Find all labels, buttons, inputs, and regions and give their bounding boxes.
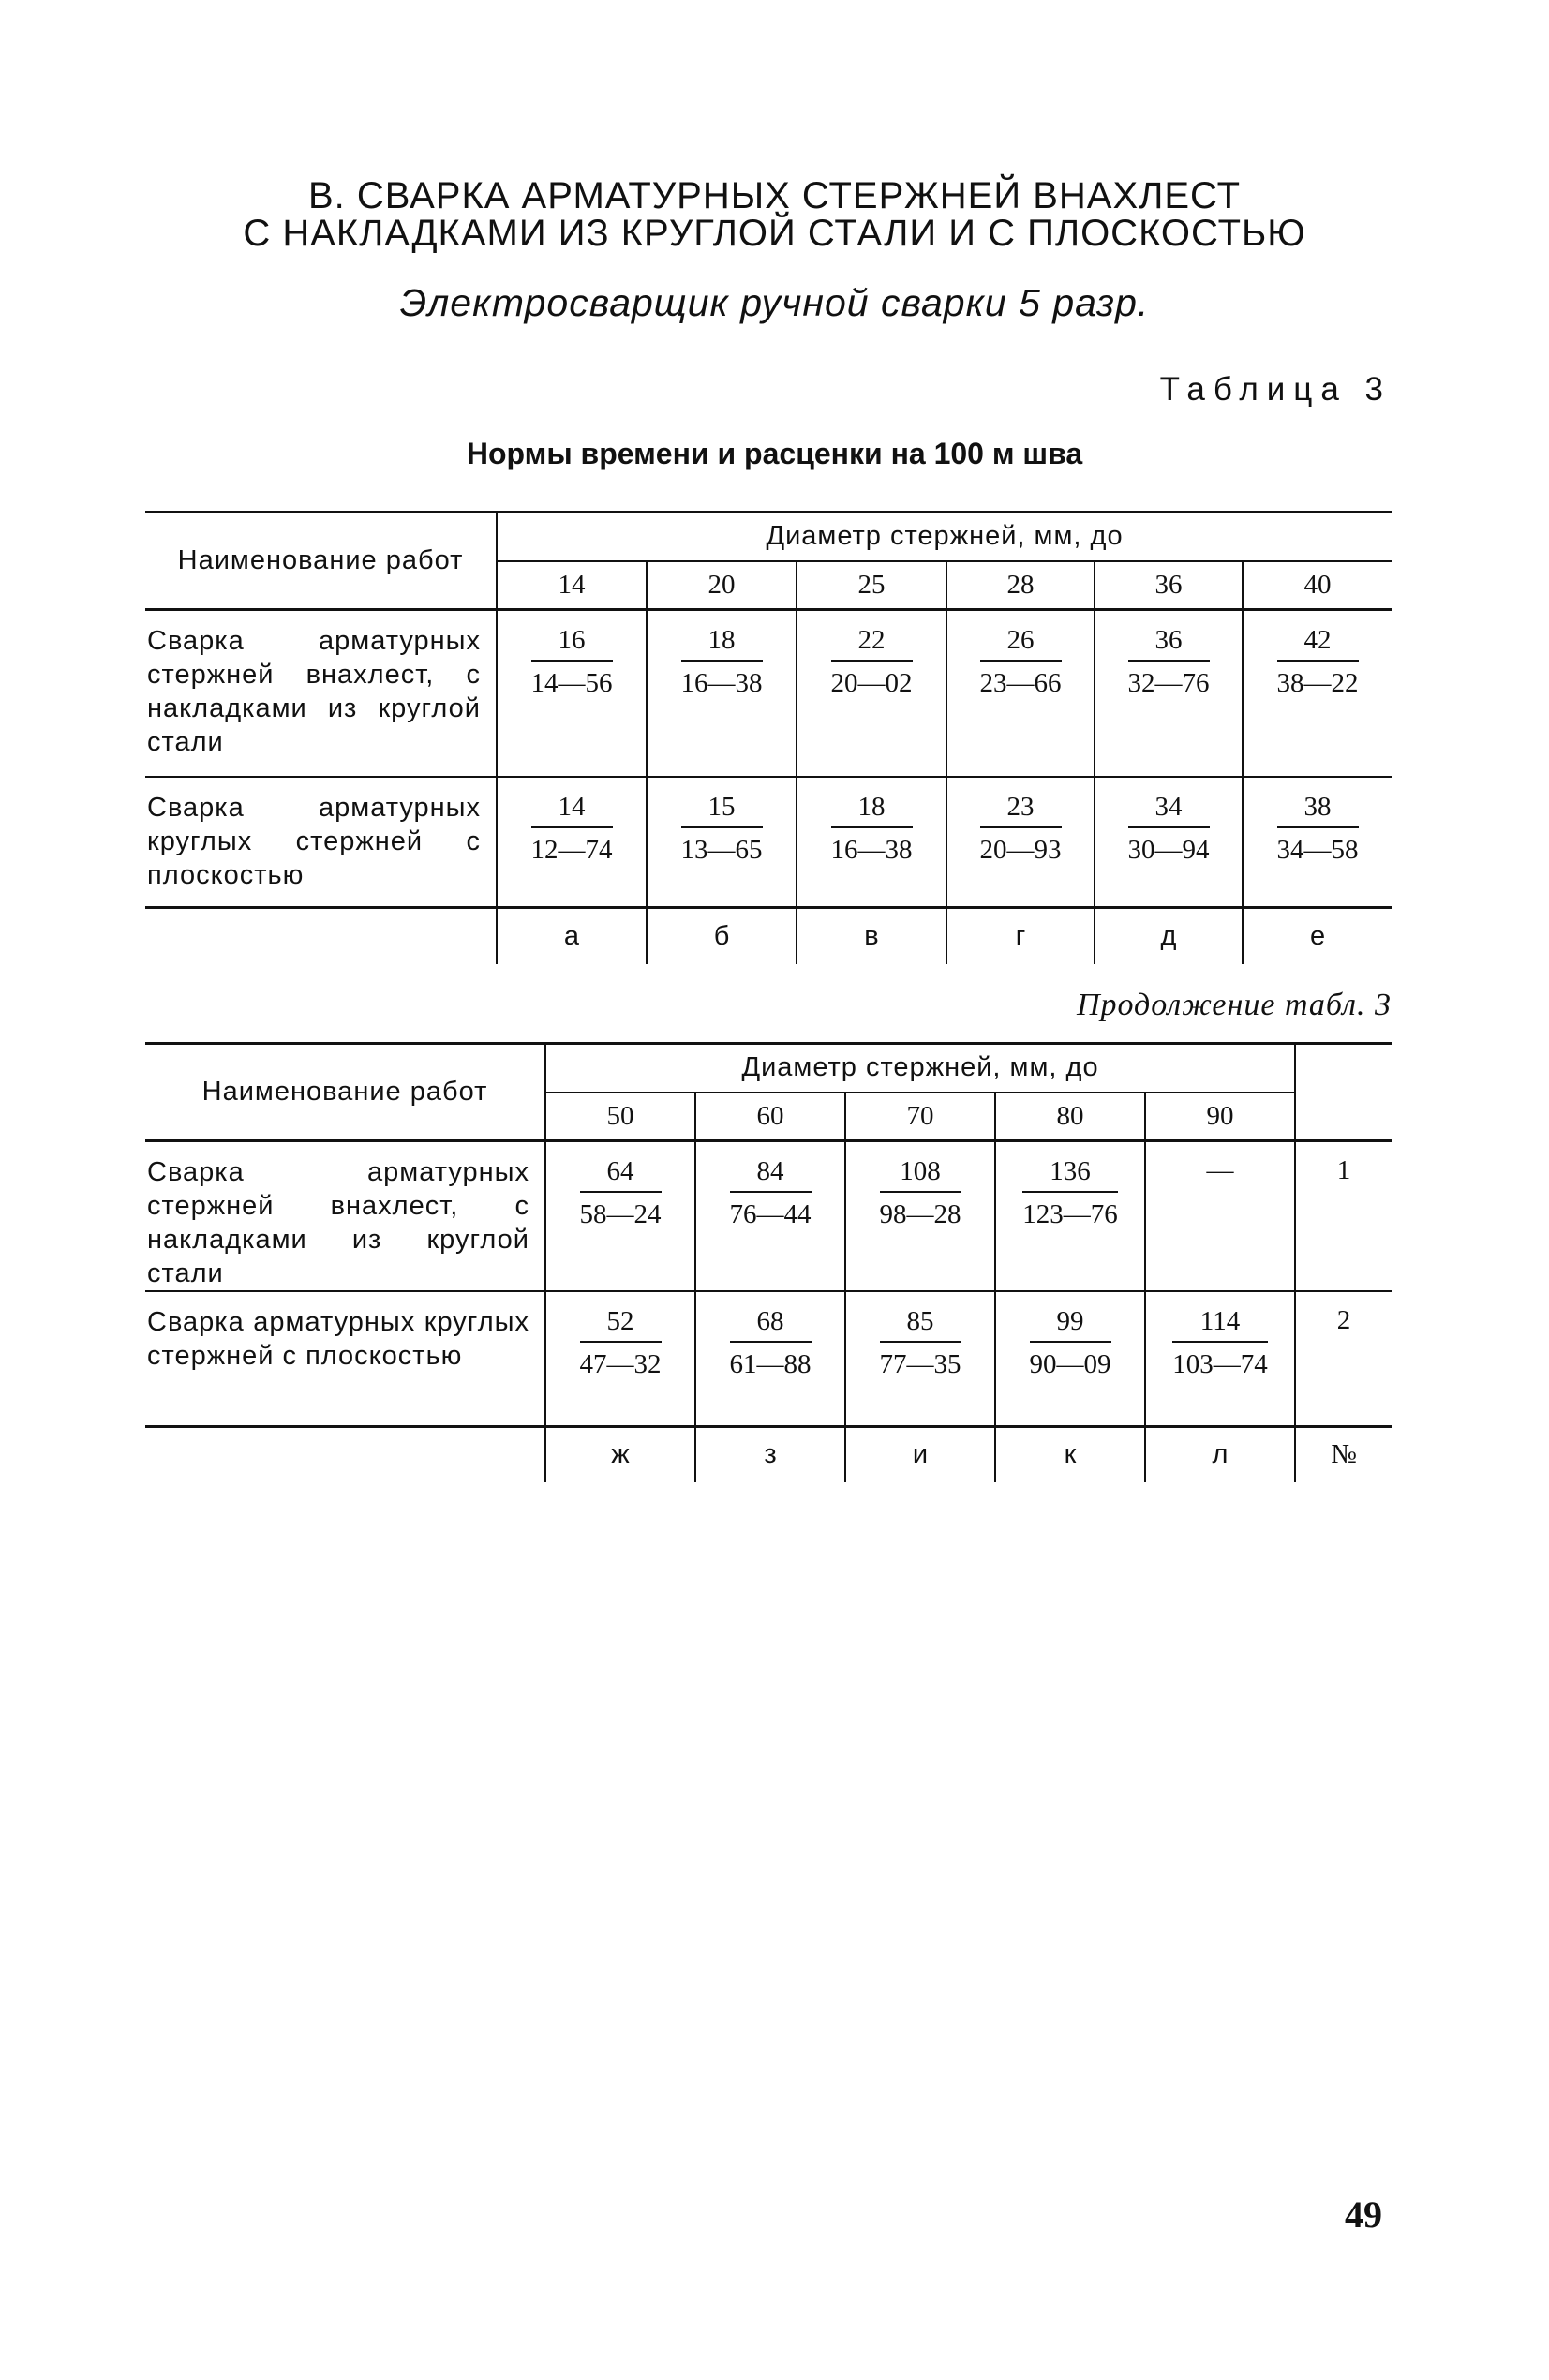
norm-cell <box>1243 777 1392 908</box>
column-letter: г <box>946 908 1095 964</box>
table-number: Таблица 3 <box>1159 371 1392 408</box>
norm-cell <box>797 610 946 777</box>
row-number: 1 <box>1295 1141 1392 1292</box>
time-norm: 15 <box>681 791 763 828</box>
price-rate: 13—65 <box>680 834 763 865</box>
column-letter: и <box>845 1426 995 1482</box>
norm-cell <box>946 610 1095 777</box>
page-number: 49 <box>1345 2194 1382 2236</box>
section-heading-line-2: С НАКЛАДКАМИ ИЗ КРУГЛОЙ СТАЛИ И С ПЛОСКОСТЬЮ <box>243 213 1306 254</box>
diameter-col: 20 <box>647 561 797 610</box>
diameter-col: 40 <box>1243 561 1392 610</box>
section-heading-line-1: В. СВАРКА АРМАТУРНЫХ СТЕРЖНЕЙ ВНАХЛЕСТ <box>307 175 1242 216</box>
norms-table-1 <box>145 511 1392 964</box>
column-letter: ж <box>545 1426 695 1482</box>
price-rate: 123—76 <box>1022 1199 1118 1229</box>
price-rate: 16—38 <box>830 834 913 865</box>
time-norm: 34 <box>1128 791 1210 828</box>
norm-cell <box>845 1141 995 1292</box>
norm-cell <box>497 777 647 908</box>
diameter-col: 25 <box>797 561 946 610</box>
time-norm: 38 <box>1277 791 1359 828</box>
time-norm: 136 <box>1022 1155 1118 1193</box>
price-rate: 14—56 <box>530 668 613 698</box>
worker-category-subtitle: Электросварщик ручной сварки 5 разр. <box>399 281 1150 324</box>
time-norm: 85 <box>880 1305 961 1343</box>
column-letter: д <box>1095 908 1243 964</box>
diameter-col: 36 <box>1095 561 1243 610</box>
price-rate: 103—74 <box>1172 1349 1268 1379</box>
price-rate: 98—28 <box>879 1199 961 1229</box>
price-rate: 23—66 <box>979 668 1062 698</box>
time-norm: 36 <box>1128 624 1210 662</box>
price-rate: 61—88 <box>729 1349 812 1379</box>
work-name-cell: Сварка арматурных круглых стержней с плоскостью <box>145 1291 545 1426</box>
column-letter: а <box>497 908 647 964</box>
norm-cell <box>695 1141 845 1292</box>
norm-cell <box>797 777 946 908</box>
work-name-header: Наименование работ <box>145 513 497 610</box>
row-number: 2 <box>1295 1291 1392 1426</box>
norm-cell <box>695 1291 845 1426</box>
price-rate: 20—02 <box>830 668 913 698</box>
diameter-header: Диаметр стержней, мм, до <box>497 513 1392 561</box>
diameter-col: 70 <box>845 1093 995 1141</box>
diameter-header: Диаметр стержней, мм, до <box>545 1044 1295 1093</box>
price-rate: 30—94 <box>1127 834 1210 865</box>
norm-cell <box>995 1141 1145 1292</box>
norm-cell <box>845 1291 995 1426</box>
diameter-col: 80 <box>995 1093 1145 1141</box>
norm-cell <box>497 610 647 777</box>
empty-label-cell <box>145 1426 545 1482</box>
price-rate: 34—58 <box>1276 834 1359 865</box>
time-norm: 108 <box>880 1155 961 1193</box>
column-letter: б <box>647 908 797 964</box>
norm-cell <box>1095 610 1243 777</box>
price-rate: 32—76 <box>1127 668 1210 698</box>
time-norm: 22 <box>831 624 913 662</box>
time-norm: 23 <box>980 791 1062 828</box>
column-letter: з <box>695 1426 845 1482</box>
diameter-col: 50 <box>545 1093 695 1141</box>
norm-cell <box>1095 777 1243 908</box>
norm-cell <box>995 1291 1145 1426</box>
time-norm: 26 <box>980 624 1062 662</box>
column-letter: л <box>1145 1426 1295 1482</box>
time-norm: 18 <box>681 624 763 662</box>
time-norm: 16 <box>531 624 613 662</box>
diameter-col: 14 <box>497 561 647 610</box>
norms-table-2 <box>145 1042 1392 1482</box>
time-norm: 114 <box>1172 1305 1268 1343</box>
time-norm: 14 <box>531 791 613 828</box>
work-name-cell: Сварка арматурных стержней внахлест, с накладками из круглой стали <box>145 1141 545 1292</box>
time-norm: 68 <box>730 1305 812 1343</box>
column-letter: е <box>1309 920 1326 951</box>
price-rate: 47—32 <box>579 1349 662 1379</box>
time-norm: 64 <box>580 1155 662 1193</box>
norm-cell <box>647 610 797 777</box>
price-rate: 58—24 <box>579 1199 662 1229</box>
column-letter: в <box>797 908 946 964</box>
empty-label-cell <box>145 908 497 964</box>
time-norm: 42 <box>1277 624 1359 662</box>
column-letter: к <box>995 1426 1145 1482</box>
price-rate: 90—09 <box>1029 1349 1111 1379</box>
price-rate: 16—38 <box>680 668 763 698</box>
norm-cell-dash: — <box>1145 1141 1295 1292</box>
number-label: № <box>1331 1439 1357 1470</box>
work-name-cell: Сварка арматурных стержней внахлест, с накладками из круглой стали <box>145 610 497 777</box>
norm-cell <box>1243 610 1392 777</box>
number-header-empty <box>1295 1044 1392 1141</box>
time-norm: 99 <box>1030 1305 1111 1343</box>
diameter-col: 90 <box>1145 1093 1295 1141</box>
time-norm: 84 <box>730 1155 812 1193</box>
price-rate: 20—93 <box>979 834 1062 865</box>
norm-cell <box>545 1291 695 1426</box>
price-rate: 76—44 <box>729 1199 812 1229</box>
table-caption: Нормы времени и расценки на 100 м шва <box>466 437 1083 470</box>
norm-cell <box>946 777 1095 908</box>
work-name-header: Наименование работ <box>145 1044 545 1141</box>
price-rate: 77—35 <box>879 1349 961 1379</box>
norm-cell <box>545 1141 695 1292</box>
norm-cell <box>647 777 797 908</box>
price-rate: 12—74 <box>530 834 613 865</box>
continuation-label: Продолжение табл. 3 <box>1076 988 1392 1022</box>
time-norm: 18 <box>831 791 913 828</box>
diameter-col: 60 <box>695 1093 845 1141</box>
norm-cell <box>1145 1291 1295 1426</box>
price-rate: 38—22 <box>1276 668 1359 698</box>
work-name-cell: Сварка арматурных круглых стержней с плоскостью <box>145 777 497 908</box>
time-norm: 52 <box>580 1305 662 1343</box>
diameter-col: 28 <box>946 561 1095 610</box>
